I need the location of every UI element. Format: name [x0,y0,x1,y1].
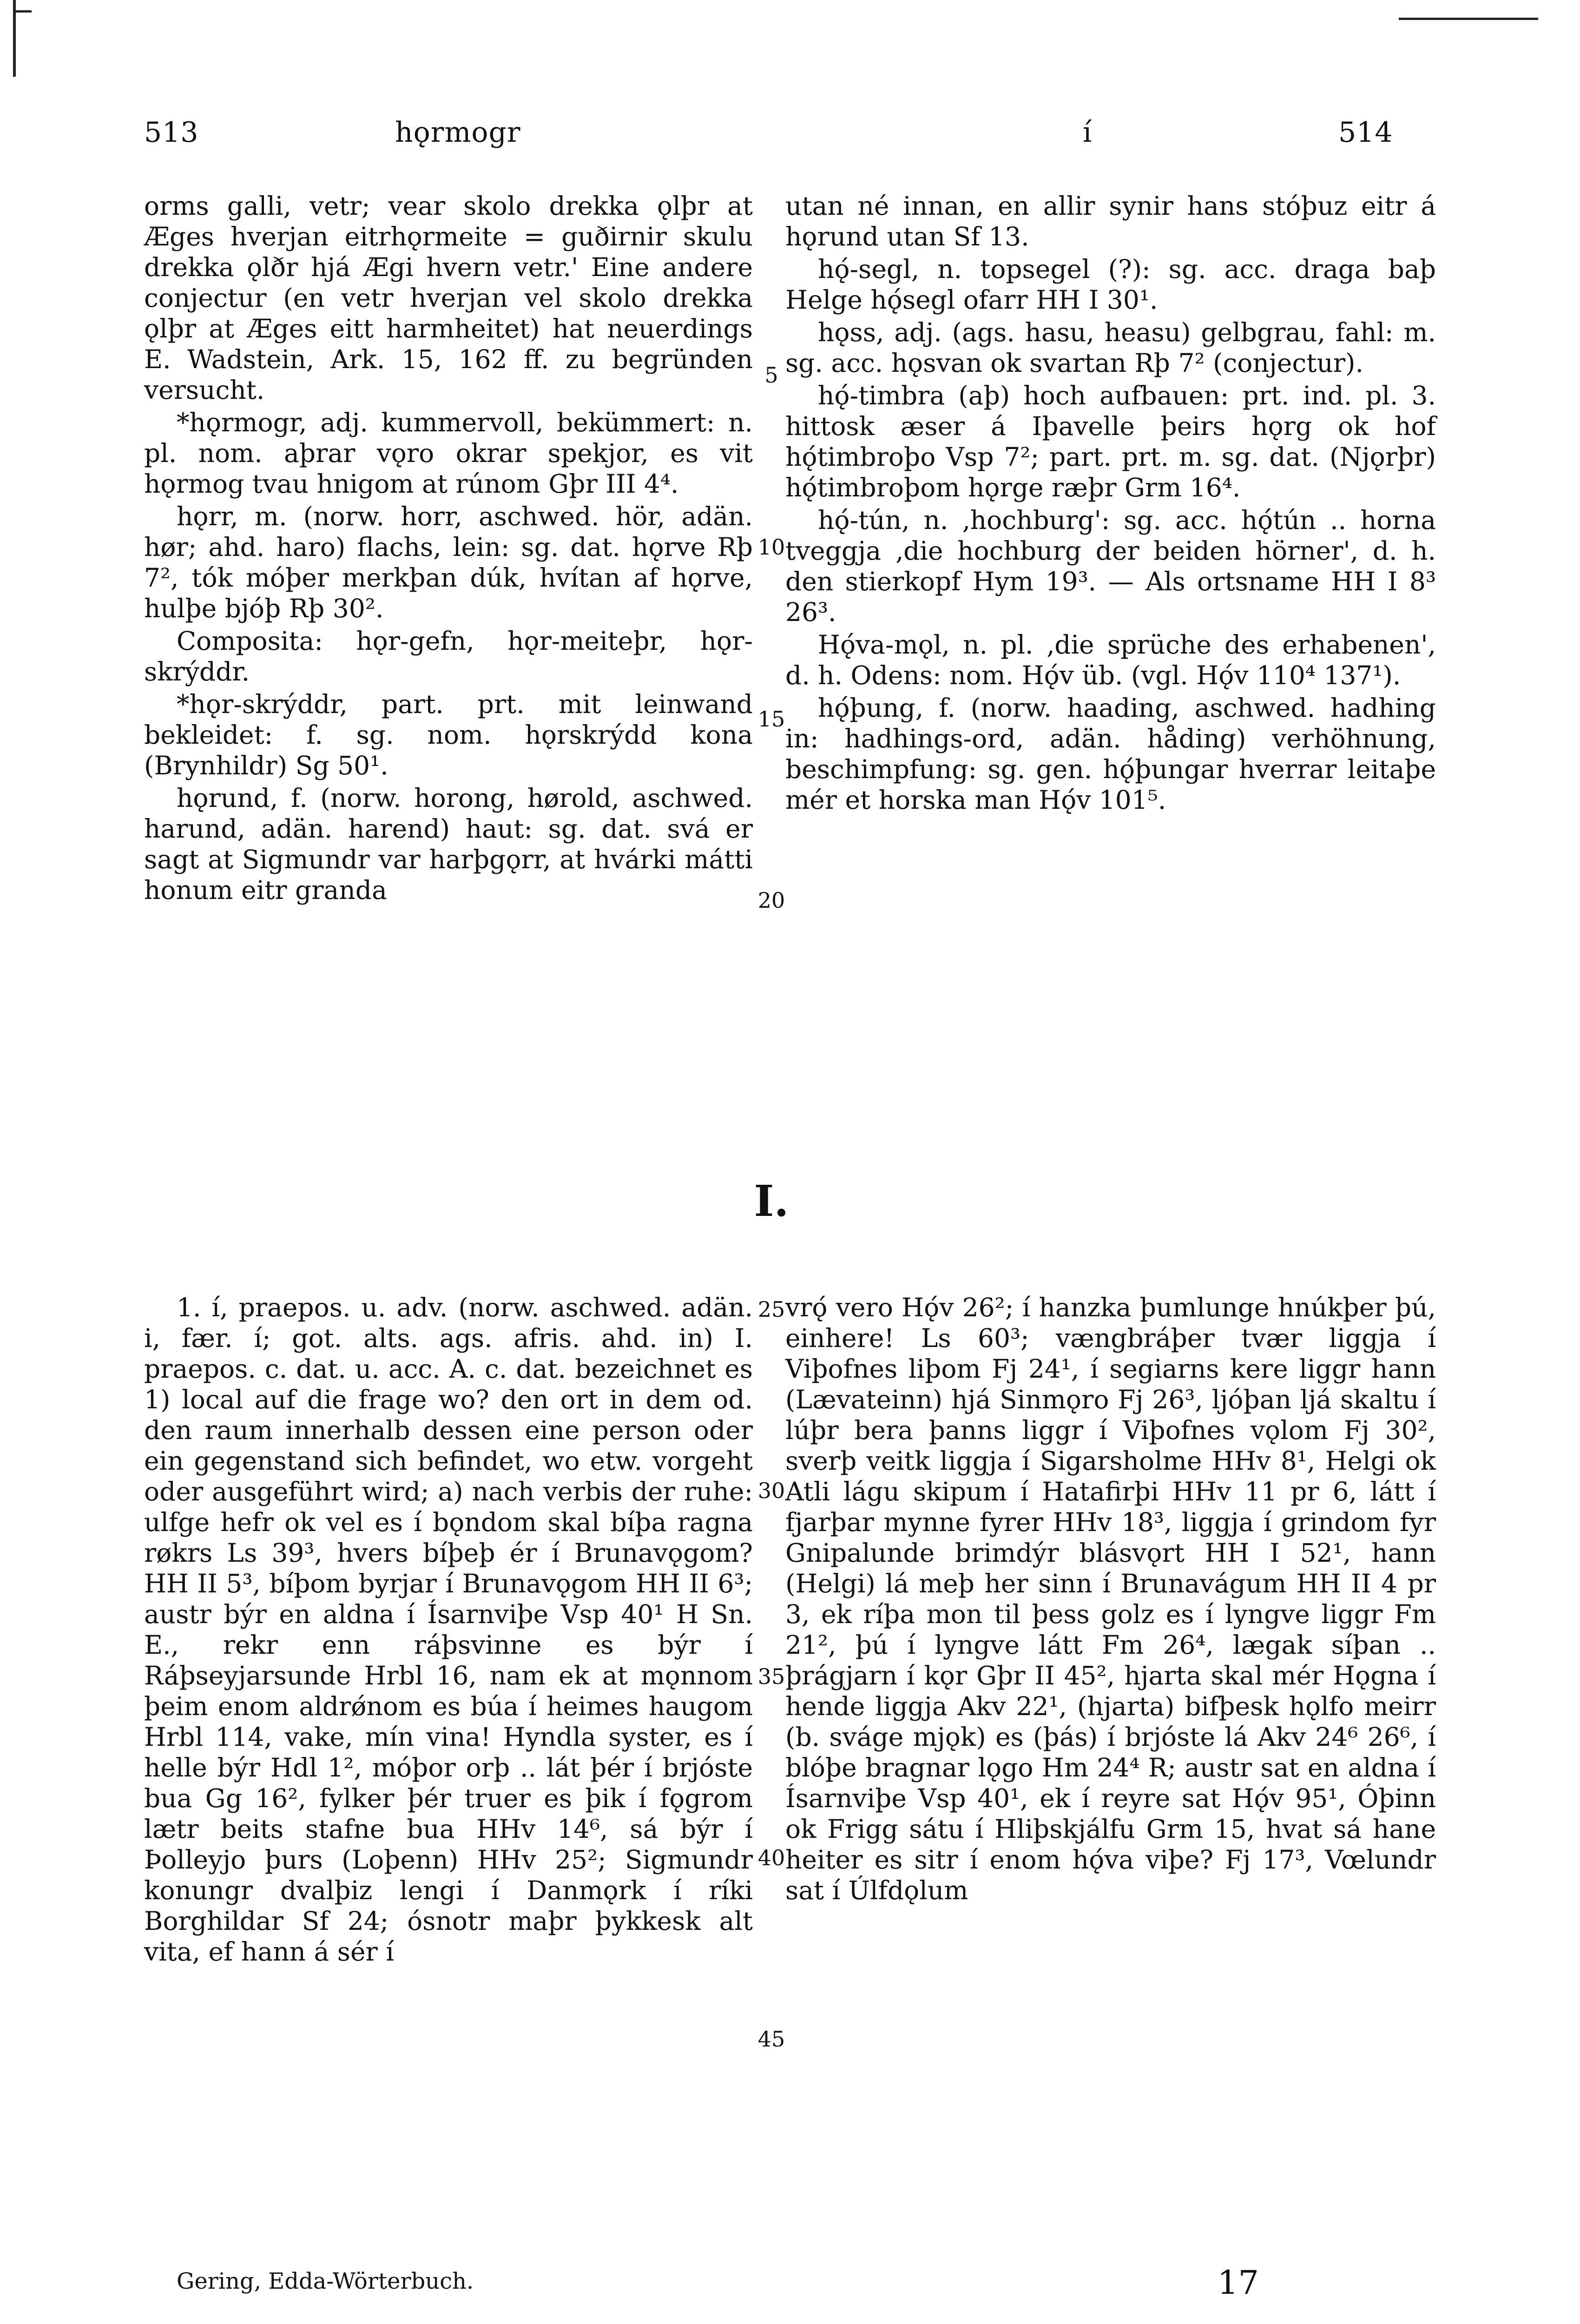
entry-paragraph: orms galli, vetr; vear skolo drekka ǫlþr at Æges hverjan eitrhǫrmeite = guðirnir skulu drekka ǫlðr hjá Ægi hvern vetr.' Eine andere conjectur (en vetr hverjan vel skolo drekka ǫlþr at Æges eitt harmheitet) hat neuerdings E. Wadstein, Ark. 15, 162 ff. zu begründen versucht. [144,191,753,405]
section-heading: I. [754,1176,789,1226]
right-column-top [785,191,1436,817]
line-number: 40 [757,1845,785,1870]
entry-paragraph: 1. í, praepos. u. adv. (norw. aschwed. adän. i, fær. í; got. alts. ags. afris. ahd. in) I. praepos. c. dat. u. acc. A. c. dat. bezeichnet es 1) local auf die frage wo? den ort in dem od. den raum innerhalb dessen eine person oder ein gegenstand sich befindet, wo etw. vorgeht oder ausgeführt wird; a) nach verbis der ruhe: ulfge hefr ok vel es í bǫndom skal bíþa ragna røkrs Ls 39³, hvers bíþeþ ér í Brunavǫgom? HH II 5³, bíþom byrjar í Brunavǫgom HH II 6³; austr býr en aldna í Ísarnviþe Vsp 40¹ H Sn. E., rekr enn ráþsvinne es býr í Ráþseyjarsunde Hrbl 16, nam ek at mǫnnom þeim enom aldrǿnom es búa í heimes haugom Hrbl 114, vake, mín vina! Hyndla syster, es í helle býr Hdl 1², móþor orþ .. lát þér í brjóste bua Gg 16², fylker þér truer es þik í fǫgrom lætr beits stafne bua HHv 14⁶, sá býr í Þolleyjo þurs (Loþenn) HHv 25²; Sigmundr konungr dvalþiz lengi í Danmǫrk í ríki Borghildar Sf 24; ósnotr maþr þykkesk alt vita, ef hann á sér í [144,1293,753,1967]
entry-paragraph: hǫrr, m. (norw. horr, aschwed. hör, adän. hør; ahd. haro) flachs, lein: sg. dat. hǫrve Rþ 7², tók móþer merkþan dúk, hvítan af hǫrve, hulþe bjóþ Rþ 30². [144,502,753,623]
left-column-bottom [144,1292,753,1969]
entry-paragraph: hǫ́-segl, n. topsegel (?): sg. acc. draga baþ Helge hǫ́segl ofarr HH I 30¹. [785,254,1436,315]
entry-paragraph: Hǫ́va-mǫl, n. pl. ‚die sprüche des erhabenen', d. h. Odens: nom. Hǫ́v üb. (vgl. Hǫ́v 110⁴ 137¹). [785,630,1436,690]
line-number: 20 [757,888,785,913]
line-number: 5 [764,363,778,388]
line-number: 30 [757,1478,785,1503]
entry-paragraph: hǫ́-timbra (aþ) hoch aufbauen: prt. ind. pl. 3. hittosk æser á Iþavelle þeirs hǫrg ok hof hǫ́timbroþo Vsp 7²; part. prt. m. sg. dat. (Njǫrþr) hǫ́timbroþom hǫrge ræþr Grm 16⁴. [785,381,1436,502]
right-column-bottom [785,1292,1436,1908]
left-page-number: 513 [144,116,199,149]
entry-paragraph: hǫss, adj. (ags. hasu, heasu) gelbgrau, fahl: m. sg. acc. hǫsvan ok svartan Rþ 7² (conjectur). [785,317,1436,378]
scan-edge-mark-top [13,10,32,13]
entry-paragraph: vrǫ́ vero Hǫ́v 26²; í hanzka þumlunge hnúkþer þú, einhere! Ls 60³; vængbráþer tvær liggja í Viþofnes liþom Fj 24¹, í segiarns kere liggr hann (Lævateinn) hjá Sinmǫro Fj 26³, ljóþan ljá skaltu í lúþr bera þanns liggr í Viþofnes vǫlom Fj 30², sverþ veitk liggja í Sigarsholme HHv 8¹, Helgi ok Atli lágu skipum í Hatafirþi HHv 11 pr 6, látt í fjarþar mynne fyrer HHv 18³, liggja í grindom fyr Gnipalunde brimdýr blásvǫrt HH I 52¹, hann (Helgi) lá meþ her sinn í Brunavágum HH II 4 pr 3, ek ríþa mon til þess golz es í lyngve liggr Fm 21², þú í lyngve látt Fm 26⁴, lægak síþan .. þrágjarn í kǫr Gþr II 45², hjarta skal mér Hǫgna í hende liggja Akv 22¹, (hjarta) bifþesk hǫlfo meirr (b. sváge mjǫk) es (þás) í brjóste lá Akv 24⁶ 26⁶, í blóþe bragnar lǫgo Hm 24⁴ R; austr sat en aldna í Ísarnviþe Vsp 40¹, ek í reyre sat Hǫ́v 95¹, Óþinn ok Frigg sátu í Hliþskjálfu Grm 15, hvat sá hane heiter es sitr í enom hǫ́va viþe? Fj 17³, Vœlundr sat í Úlfdǫlum [785,1293,1436,1905]
sheet-signature: 17 [1218,2264,1259,2302]
entry-paragraph: *hǫr-skrýddr, part. prt. mit leinwand bekleidet: f. sg. nom. hǫrskrýdd kona (Brynhildr) Sg 50¹. [144,689,753,780]
left-column-top [144,191,753,907]
printer-signature: Gering, Edda-Wörterbuch. [177,2268,474,2294]
line-number: 15 [757,706,785,732]
entry-paragraph: Composita: hǫr-gefn, hǫr-meiteþr, hǫr-skrýddr. [144,626,753,687]
line-number: 10 [757,535,785,560]
line-number: 45 [757,2027,785,2052]
entry-paragraph: utan né innan, en allir synir hans stóþuz eitr á hǫrund utan Sf 13. [785,191,1436,251]
line-number: 35 [757,1664,785,1689]
left-running-head: hǫrmogr [395,116,521,149]
scan-top-rule [1399,18,1538,20]
right-page-number: 514 [1338,116,1393,149]
entry-paragraph: *hǫrmogr, adj. kummervoll, bekümmert: n. pl. nom. aþrar vǫro okrar spekjor, es vit hǫrmog tvau hnigom at rúnom Gþr III 4⁴. [144,408,753,499]
entry-paragraph: hǫrund, f. (norw. horong, hørold, aschwed. harund, adän. harend) haut: sg. dat. svá er sagt at Sigmundr var harþgǫrr, at hvárki mátti honum eitr granda [144,783,753,905]
right-running-head: í [1083,116,1093,149]
entry-paragraph: hǫ́-tún, n. ‚hochburg': sg. acc. hǫ́tún .. horna tveggja ‚die hochburg der beiden hörner', d. h. den stierkopf Hym 19³. — Als ortsname HH I 8³ 26³. [785,505,1436,627]
line-number: 25 [757,1297,785,1322]
entry-paragraph: hǫ́þung, f. (norw. haading, aschwed. hadhing in: hadhings-ord, adän. håding) verhöhnung, beschimpfung: sg. gen. hǫ́þungar hverrar leitaþe mér et horska man Hǫ́v 101⁵. [785,693,1436,815]
